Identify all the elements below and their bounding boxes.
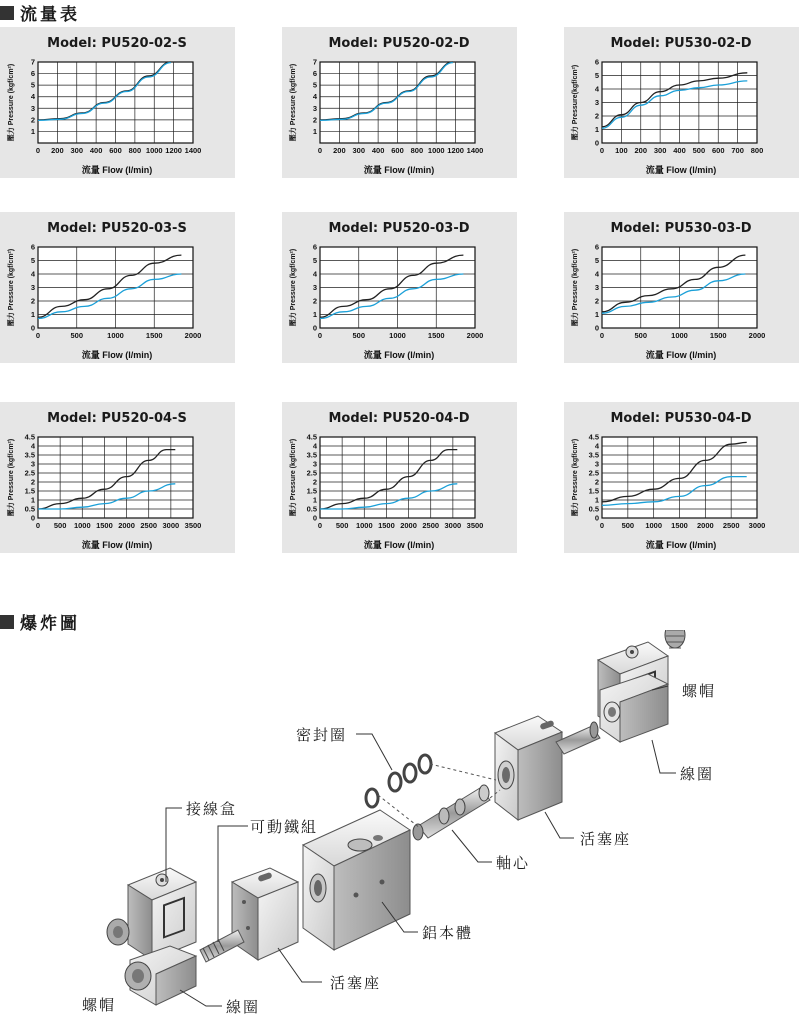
- y-tick-label: 2.5: [588, 468, 599, 478]
- x-tick-label: 1500: [145, 331, 163, 340]
- coil-top-assembly: [598, 630, 685, 742]
- label-cap-top: 螺帽: [682, 682, 717, 700]
- y-tick-label: 1: [312, 310, 317, 319]
- y-tick-label: 6: [312, 242, 317, 252]
- y-tick-label: 4: [312, 441, 317, 451]
- x-tick-label: 400: [89, 146, 103, 155]
- x-tick-label: 800: [410, 146, 424, 155]
- x-tick-label: 600: [711, 146, 725, 155]
- piston-seat-right: [495, 716, 600, 820]
- chart-panel: [0, 27, 235, 178]
- plunger-assembly: [200, 930, 244, 962]
- knurled-nut-icon: [665, 630, 685, 648]
- y-tick-label: 2.5: [306, 468, 317, 478]
- x-tick-label: 1500: [709, 331, 727, 340]
- y-tick-label: 0: [594, 513, 599, 523]
- x-tick-label: 1500: [427, 331, 445, 340]
- x-tick-label: 0: [599, 521, 605, 530]
- y-axis-label: 壓力 Pressure (kgf/cm²): [8, 63, 15, 142]
- x-tick-label: 2500: [140, 521, 158, 530]
- seal-rings: [366, 755, 431, 807]
- x-tick-label: 1000: [389, 331, 406, 340]
- x-tick-label: 800: [750, 146, 764, 155]
- y-tick-label: 2: [594, 296, 599, 306]
- x-tick-label: 1000: [671, 331, 688, 340]
- chart-svg: [0, 27, 235, 178]
- x-axis-label: 流量 Flow (l/min): [645, 165, 717, 175]
- y-tick-label: 1: [30, 495, 35, 505]
- x-tick-label: 500: [621, 521, 635, 530]
- y-axis-label: 壓力 Pressure (kgf/cm²): [290, 248, 297, 327]
- x-tick-label: 2000: [696, 521, 714, 530]
- x-tick-label: 3500: [184, 521, 202, 530]
- x-tick-label: 0: [35, 331, 41, 340]
- x-tick-label: 500: [335, 521, 349, 530]
- y-tick-label: 5: [594, 71, 599, 80]
- x-tick-label: 1200: [165, 146, 182, 155]
- chart-panel: [282, 212, 517, 363]
- x-tick-label: 3000: [748, 521, 766, 530]
- y-tick-label: 4: [312, 92, 317, 102]
- x-tick-label: 1500: [671, 521, 688, 530]
- y-tick-label: 0.5: [306, 504, 317, 514]
- x-tick-label: 300: [352, 146, 366, 155]
- x-tick-label: 3500: [466, 521, 484, 530]
- y-tick-label: 2: [594, 111, 599, 121]
- x-tick-label: 400: [371, 146, 385, 155]
- chart-title: Model: PU530-03-D: [610, 221, 752, 236]
- y-tick-label: 0: [594, 138, 599, 148]
- coil-bottom-assembly: [107, 868, 196, 1005]
- y-tick-label: 3: [594, 459, 599, 469]
- y-axis-label: 壓力 Pressure (kgf/cm²): [8, 438, 15, 517]
- x-tick-label: 600: [391, 146, 404, 155]
- x-tick-label: 2000: [118, 521, 135, 530]
- y-tick-label: 2: [312, 477, 317, 487]
- x-tick-label: 800: [128, 146, 142, 155]
- x-tick-label: 2000: [400, 521, 417, 530]
- shaft-right: [556, 722, 600, 754]
- x-tick-label: 0: [35, 521, 41, 530]
- x-tick-label: 0: [599, 331, 605, 340]
- x-tick-label: 500: [634, 331, 648, 340]
- chart-panel: [0, 402, 235, 553]
- y-tick-label: 2: [30, 477, 35, 487]
- chart-panel: [282, 402, 517, 553]
- y-tick-label: 1: [312, 495, 317, 505]
- label-body: 鋁本體: [422, 924, 474, 942]
- y-tick-label: 2: [312, 296, 317, 306]
- x-axis-label: 流量 Flow (l/min): [363, 540, 435, 550]
- label-cap-bottom: 螺帽: [82, 996, 117, 1014]
- x-tick-label: 1000: [427, 146, 445, 155]
- exploded-view-diagram: [0, 630, 800, 1015]
- y-tick-label: 0.5: [588, 504, 599, 514]
- x-tick-label: 1000: [645, 521, 663, 530]
- shaft-core: [413, 785, 490, 840]
- y-axis-label: 壓力 Pressure (kgf/cm²): [572, 248, 579, 327]
- y-tick-label: 1: [30, 310, 35, 319]
- y-tick-label: 3: [594, 98, 599, 107]
- knurled-nut-icon: [107, 919, 129, 945]
- y-tick-label: 3: [312, 103, 317, 113]
- label-shaft: 軸心: [496, 854, 531, 872]
- y-tick-label: 3: [30, 283, 35, 292]
- y-axis-label: 壓力 Pressure (kgf/cm²): [290, 438, 297, 517]
- y-tick-label: 1.5: [306, 486, 317, 496]
- y-tick-label: 1: [30, 126, 35, 136]
- x-tick-label: 1500: [378, 521, 395, 530]
- aluminum-body: [303, 810, 410, 950]
- x-axis-label: 流量 Flow (l/min): [363, 165, 435, 175]
- chart-svg: [564, 27, 799, 178]
- x-tick-label: 700: [731, 146, 744, 155]
- x-axis-label: 流量 Flow (l/min): [81, 350, 153, 360]
- y-tick-label: 2: [30, 296, 35, 306]
- chart-svg: [564, 212, 799, 363]
- chart-title: Model: PU520-04-D: [328, 411, 470, 426]
- x-tick-label: 500: [70, 331, 84, 340]
- y-tick-label: 3.5: [306, 450, 317, 460]
- y-axis-label: 壓力 Pressure (kgf/cm²): [290, 63, 297, 142]
- x-tick-label: 200: [51, 146, 64, 155]
- x-tick-label: 0: [35, 146, 41, 155]
- y-tick-label: 7: [30, 57, 35, 67]
- chart-svg: [0, 402, 235, 553]
- y-tick-label: 4: [30, 441, 35, 451]
- x-tick-label: 1400: [466, 146, 484, 155]
- x-tick-label: 500: [53, 521, 67, 530]
- x-tick-label: 1000: [73, 521, 91, 530]
- y-tick-label: 0: [594, 323, 599, 333]
- y-tick-label: 6: [30, 69, 35, 79]
- x-tick-label: 0: [317, 146, 323, 155]
- y-axis-label: 壓力 Pressure(kgf/cm²): [572, 64, 579, 141]
- y-tick-label: 4.5: [306, 432, 317, 442]
- x-tick-label: 2000: [184, 331, 202, 340]
- x-axis-label: 流量 Flow (l/min): [81, 540, 153, 550]
- x-tick-label: 2500: [422, 521, 440, 530]
- x-tick-label: 2500: [722, 521, 740, 530]
- y-tick-label: 4: [30, 92, 35, 102]
- label-junction-box: 接線盒: [186, 800, 238, 818]
- y-tick-label: 4.5: [588, 432, 599, 442]
- x-tick-label: 100: [615, 146, 628, 155]
- chart-panel: [282, 27, 517, 178]
- chart-title: Model: PU520-03-D: [328, 221, 470, 236]
- y-tick-label: 6: [594, 242, 599, 252]
- chart-panel: [0, 212, 235, 363]
- y-tick-label: 5: [30, 80, 35, 90]
- x-tick-label: 2000: [466, 331, 484, 340]
- y-tick-label: 5: [594, 256, 599, 265]
- x-tick-label: 1000: [107, 331, 124, 340]
- x-tick-label: 300: [70, 146, 84, 155]
- label-plunger: 可動鐵組: [250, 818, 319, 836]
- x-axis-label: 流量 Flow (l/min): [645, 540, 717, 550]
- x-tick-label: 2000: [748, 331, 766, 340]
- y-tick-label: 5: [312, 80, 317, 90]
- x-tick-label: 3000: [444, 521, 462, 530]
- label-piston-seat-left: 活塞座: [330, 974, 382, 992]
- x-tick-label: 600: [109, 146, 122, 155]
- y-tick-label: 4: [594, 84, 599, 94]
- square-bullet-icon: [0, 6, 14, 20]
- y-tick-label: 2: [312, 115, 317, 125]
- y-tick-label: 1.5: [24, 486, 35, 496]
- y-axis-label: 壓力 Pressure (kgf/cm²): [572, 438, 579, 517]
- x-tick-label: 400: [673, 146, 686, 155]
- chart-title: Model: PU520-03-S: [47, 221, 187, 236]
- x-tick-label: 1000: [355, 521, 373, 530]
- x-axis-label: 流量 Flow (l/min): [81, 165, 153, 175]
- chart-svg: [282, 27, 517, 178]
- y-tick-label: 2: [594, 477, 599, 487]
- x-axis-label: 流量 Flow (l/min): [363, 350, 435, 360]
- y-tick-label: 0: [312, 323, 317, 333]
- y-tick-label: 4: [30, 269, 35, 279]
- y-tick-label: 3: [312, 459, 317, 469]
- x-tick-label: 0: [317, 521, 323, 530]
- chart-panel: [564, 402, 799, 553]
- y-tick-label: 3: [594, 283, 599, 292]
- chart-svg: [564, 402, 799, 553]
- x-tick-label: 300: [653, 146, 667, 155]
- piston-seat-left: [232, 868, 298, 960]
- y-tick-label: 1: [312, 126, 317, 136]
- y-tick-label: 6: [30, 242, 35, 252]
- chart-title: Model: PU520-02-S: [47, 36, 187, 51]
- chart-title: Model: PU530-02-D: [610, 36, 752, 51]
- y-tick-label: 4: [312, 269, 317, 279]
- y-tick-label: 7: [312, 57, 317, 67]
- x-tick-label: 200: [333, 146, 346, 155]
- y-tick-label: 1: [594, 310, 599, 319]
- y-tick-label: 0.5: [24, 504, 35, 514]
- exploded-view-title: 爆炸圖: [20, 614, 80, 634]
- x-tick-label: 0: [317, 331, 323, 340]
- y-tick-label: 2.5: [24, 468, 35, 478]
- x-tick-label: 1200: [447, 146, 464, 155]
- y-tick-label: 3.5: [24, 450, 35, 460]
- y-tick-label: 3: [30, 103, 35, 113]
- x-tick-label: 1000: [145, 146, 163, 155]
- x-axis-label: 流量 Flow (l/min): [645, 350, 717, 360]
- knurled-nut-icon: [125, 962, 151, 990]
- x-tick-label: 0: [599, 146, 605, 155]
- label-seal-ring: 密封圈: [296, 726, 348, 744]
- y-tick-label: 3: [312, 283, 317, 292]
- x-tick-label: 500: [692, 146, 706, 155]
- y-tick-label: 4: [594, 441, 599, 451]
- y-tick-label: 6: [312, 69, 317, 79]
- y-tick-label: 0: [30, 323, 35, 333]
- flow-table-heading: [0, 0, 80, 25]
- y-tick-label: 2: [30, 115, 35, 125]
- y-tick-label: 0: [30, 513, 35, 523]
- label-coil-top: 線圈: [680, 765, 715, 783]
- chart-title: Model: PU520-02-D: [328, 36, 470, 51]
- x-tick-label: 1500: [96, 521, 113, 530]
- x-tick-label: 3000: [162, 521, 180, 530]
- y-tick-label: 1: [594, 125, 599, 134]
- y-tick-label: 3: [30, 459, 35, 469]
- chart-title: Model: PU530-04-D: [610, 411, 752, 426]
- chart-panel: [564, 212, 799, 363]
- y-tick-label: 5: [312, 256, 317, 265]
- y-tick-label: 3.5: [588, 450, 599, 460]
- x-tick-label: 500: [352, 331, 366, 340]
- chart-svg: [282, 212, 517, 363]
- label-coil-bottom: 線圈: [226, 998, 261, 1015]
- y-tick-label: 5: [30, 256, 35, 265]
- label-piston-seat-right: 活塞座: [580, 830, 632, 848]
- x-tick-label: 1400: [184, 146, 202, 155]
- chart-svg: [0, 212, 235, 363]
- y-tick-label: 4: [594, 269, 599, 279]
- square-bullet-icon: [0, 615, 14, 629]
- y-tick-label: 0: [312, 513, 317, 523]
- flow-table-title: 流量表: [20, 5, 80, 25]
- chart-title: Model: PU520-04-S: [47, 411, 187, 426]
- y-axis-label: 壓力 Pressure (kgf/cm²): [8, 248, 15, 327]
- x-tick-label: 200: [634, 146, 648, 155]
- y-tick-label: 6: [594, 57, 599, 67]
- y-tick-label: 1.5: [588, 486, 599, 496]
- y-tick-label: 1: [594, 495, 599, 505]
- y-tick-label: 4.5: [24, 432, 35, 442]
- chart-panel: [564, 27, 799, 178]
- chart-svg: [282, 402, 517, 553]
